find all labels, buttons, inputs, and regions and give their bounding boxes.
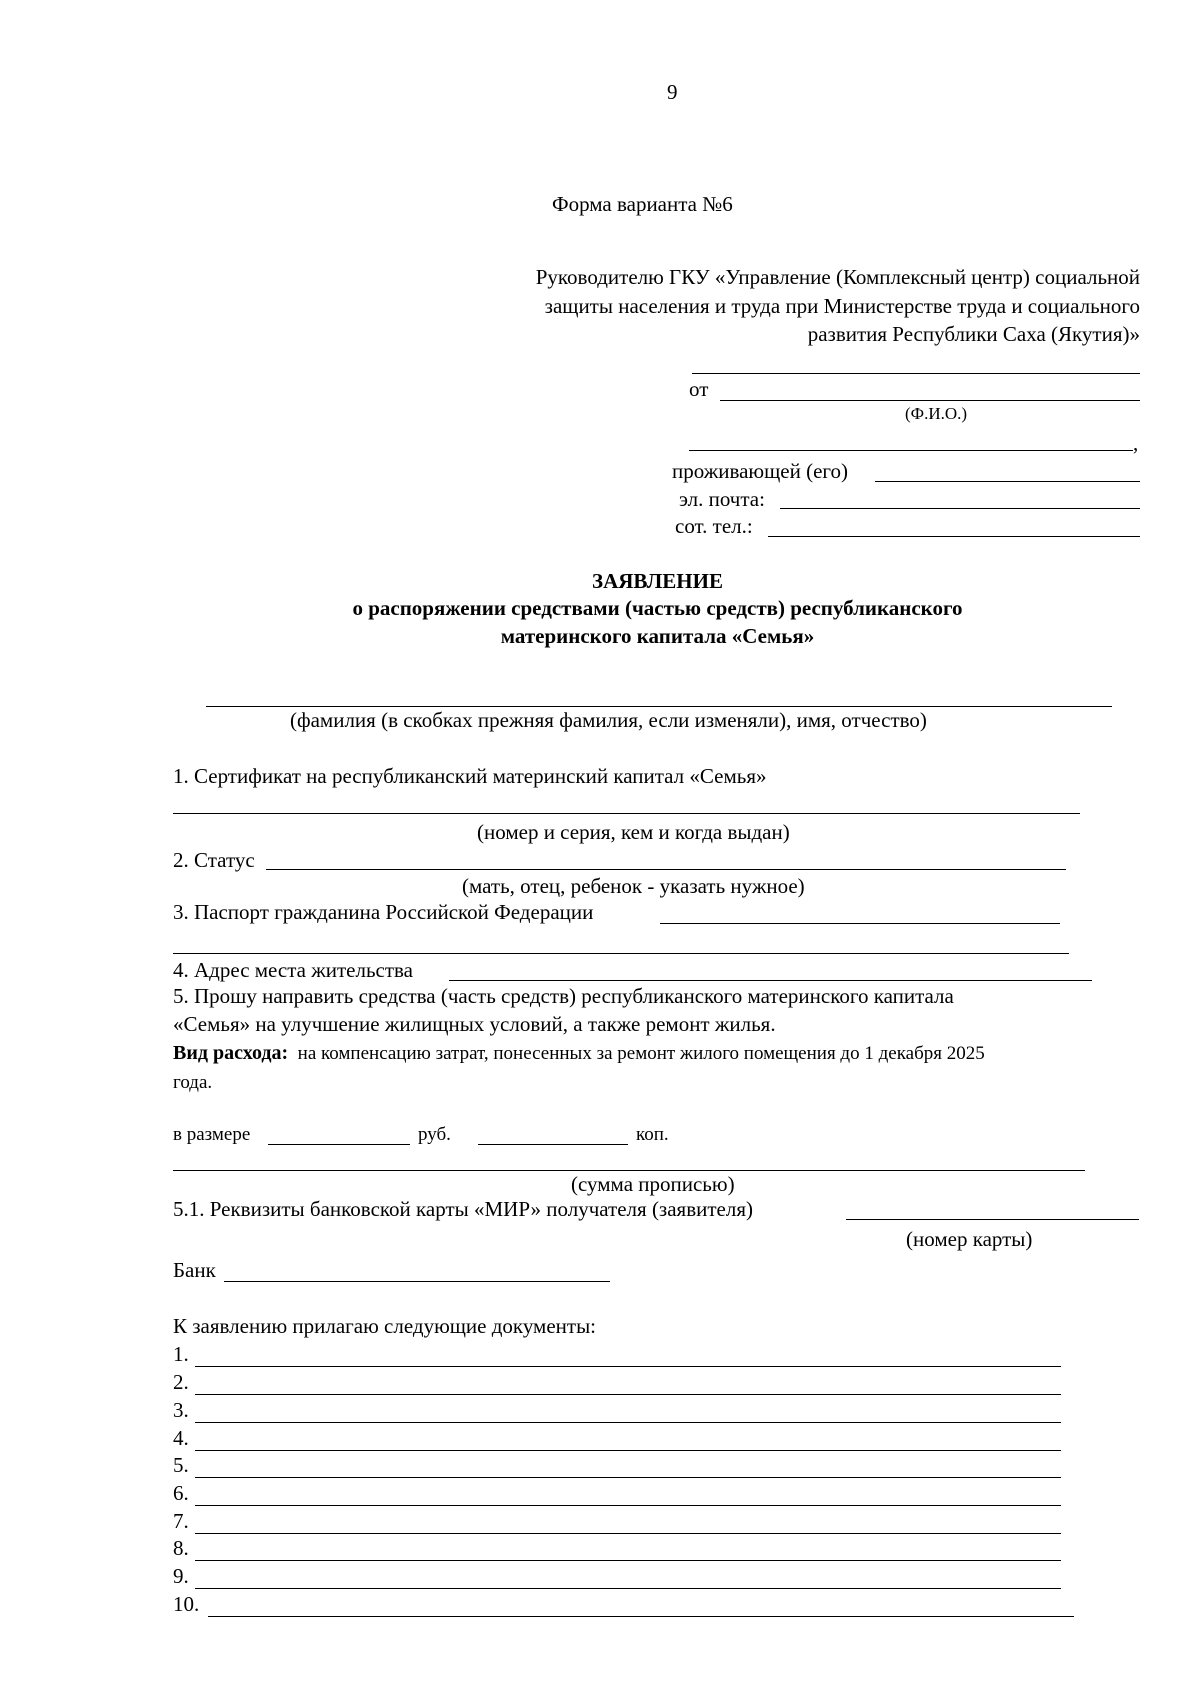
address-field[interactable] xyxy=(689,450,1133,451)
expense-type-text: на компенсацию затрат, понесенных за ремонт жилого помещения до 1 декабря 2025 xyxy=(297,1043,985,1064)
title-sub-1: о распоряжении средствами (частью средств) республиканского xyxy=(352,596,963,620)
card-number-field[interactable] xyxy=(846,1219,1139,1220)
expense-type-label: Вид расхода: xyxy=(173,1042,289,1064)
addressee-line-1: Руководителю ГКУ «Управление (Комплексный центр) социальной xyxy=(535,265,1140,289)
email-field[interactable] xyxy=(780,508,1140,509)
sender-blank-line[interactable] xyxy=(692,373,1140,374)
attachment-number: 3. xyxy=(173,1398,189,1422)
passport-field[interactable] xyxy=(660,923,1060,924)
certificate-caption: (номер и серия, кем и когда выдан) xyxy=(477,820,790,844)
amount-in-words-caption: (сумма прописью) xyxy=(571,1172,735,1196)
attachment-row[interactable] xyxy=(173,1367,1061,1395)
attachment-row[interactable] xyxy=(173,1478,1061,1506)
item-2-status: 2. Статус xyxy=(173,848,255,872)
residing-field[interactable] xyxy=(875,481,1140,482)
attachment-number: 7. xyxy=(173,1509,189,1533)
comma: , xyxy=(1133,431,1139,455)
amount-rubles-field[interactable] xyxy=(268,1144,410,1145)
title-sub-2: материнского капитала «Семья» xyxy=(500,624,815,648)
attachment-number: 4. xyxy=(173,1426,189,1450)
attachment-line[interactable] xyxy=(208,1616,1074,1617)
attachment-number: 9. xyxy=(173,1564,189,1588)
fio-field[interactable] xyxy=(720,400,1140,401)
attachment-row[interactable] xyxy=(173,1423,1061,1451)
item-5-1-card: 5.1. Реквизиты банковской карты «МИР» получателя (заявителя) xyxy=(173,1197,753,1221)
attachment-row[interactable] xyxy=(173,1561,1061,1589)
attachment-number: 8. xyxy=(173,1536,189,1560)
kop-label: коп. xyxy=(636,1124,669,1145)
attachment-number: 6. xyxy=(173,1481,189,1505)
bank-field[interactable] xyxy=(224,1281,610,1282)
attachments-heading: К заявлению прилагаю следующие документы: xyxy=(173,1314,597,1338)
passport-field-continued[interactable] xyxy=(173,953,1069,954)
attachment-row[interactable] xyxy=(173,1450,1061,1478)
status-caption: (мать, отец, ребенок - указать нужное) xyxy=(462,874,805,898)
phone-field[interactable] xyxy=(768,536,1140,537)
page-number: 9 xyxy=(667,80,678,104)
card-number-caption: (номер карты) xyxy=(906,1227,1033,1251)
item-3-passport: 3. Паспорт гражданина Российской Федерации xyxy=(173,900,594,924)
fio-caption: (Ф.И.О.) xyxy=(905,404,968,423)
applicant-name-field[interactable] xyxy=(206,706,1112,707)
item-5-request-line-2: «Семья» на улучшение жилищных условий, а также ремонт жилья. xyxy=(173,1012,776,1036)
item-5-request-line-1: 5. Прошу направить средства (часть средств) республиканского материнского капитала xyxy=(173,984,954,1008)
bank-label: Банк xyxy=(173,1258,216,1282)
certificate-field[interactable] xyxy=(173,813,1080,814)
rub-label: руб. xyxy=(418,1124,451,1145)
attachment-number: 2. xyxy=(173,1370,189,1394)
residing-label: проживающей (его) xyxy=(672,459,848,483)
amount-in-words-field[interactable] xyxy=(173,1170,1085,1171)
residence-address-field[interactable] xyxy=(449,980,1092,981)
status-field[interactable] xyxy=(266,869,1066,870)
item-4-address: 4. Адрес места жительства xyxy=(173,958,413,982)
title-main: ЗАЯВЛЕНИЕ xyxy=(592,569,723,593)
form-variant-label: Форма варианта №6 xyxy=(552,192,733,216)
attachment-row[interactable] xyxy=(173,1506,1061,1534)
attachment-number: 1. xyxy=(173,1342,189,1366)
attachment-number: 10. xyxy=(173,1592,200,1616)
from-label: от xyxy=(689,377,709,401)
item-1-certificate: 1. Сертификат на республиканский материнский капитал «Семья» xyxy=(173,764,767,788)
attachment-row[interactable] xyxy=(173,1395,1061,1423)
attachment-number: 5. xyxy=(173,1453,189,1477)
phone-label: сот. тел.: xyxy=(675,514,753,538)
amount-prefix: в размере xyxy=(173,1124,251,1145)
addressee-line-2: защиты населения и труда при Министерстве труда и социального xyxy=(544,294,1140,318)
expense-type xyxy=(173,1043,985,1063)
attachment-row[interactable] xyxy=(173,1339,1061,1367)
addressee-line-3: развития Республики Саха (Якутия)» xyxy=(807,322,1140,346)
applicant-name-caption: (фамилия (в скобках прежняя фамилия, если изменяли), имя, отчество) xyxy=(290,708,927,732)
email-label: эл. почта: xyxy=(679,487,765,511)
amount-kopecks-field[interactable] xyxy=(478,1144,628,1145)
attachment-row[interactable] xyxy=(173,1589,1074,1617)
expense-type-text-2: года. xyxy=(173,1072,213,1093)
attachment-row[interactable] xyxy=(173,1533,1061,1561)
